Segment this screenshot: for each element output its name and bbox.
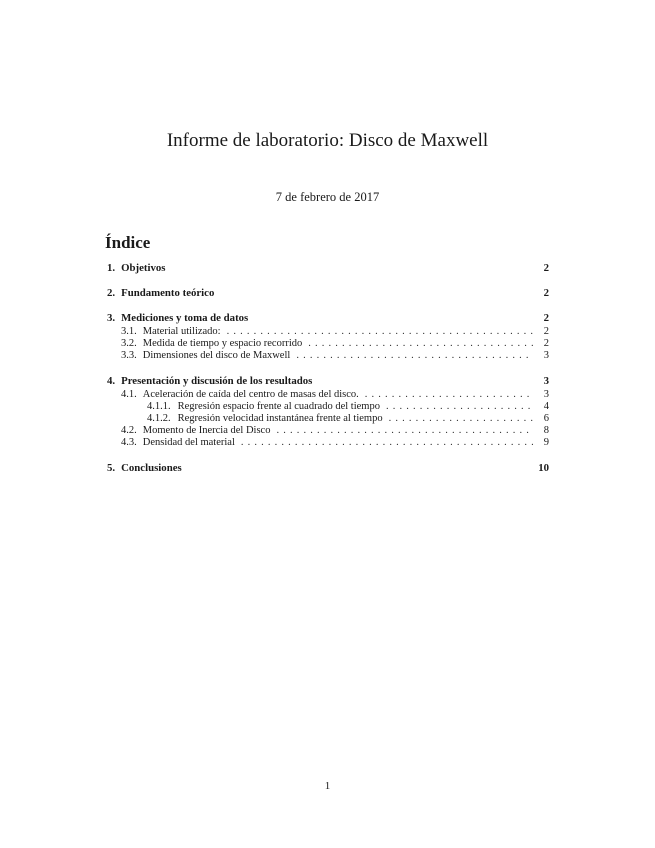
document-title: Informe de laboratorio: Disco de Maxwell (166, 130, 489, 151)
toc-entry-title: Momento de Inercia del Disco (142, 425, 271, 437)
toc-entry-number: 4. (107, 374, 116, 387)
toc-entry-conclusiones[interactable] (107, 462, 549, 475)
toc-dot-leader (227, 326, 533, 338)
toc-entry-objetivos[interactable] (107, 262, 549, 275)
toc-entry-title: Medida de tiempo y espacio recorrido (142, 338, 303, 350)
toc-entry-page: 2 (543, 287, 549, 299)
toc-entry-title: Presentación y discusión de los resultados (121, 374, 313, 387)
toc-entry-number: 4.1.2. (147, 413, 171, 425)
toc-entry-title: Regresión espacio frente al cuadrado del tiempo (177, 400, 380, 412)
toc-entry-aceleracion[interactable] (107, 389, 549, 401)
toc-entry-page: 3 (543, 388, 549, 400)
toc-entry-page: 2 (543, 262, 549, 274)
toc-heading: Índice (105, 233, 151, 252)
toc-entry-regresion-espacio[interactable] (107, 401, 549, 413)
toc-dot-leader (365, 389, 533, 401)
toc-dot-leader (241, 437, 533, 449)
toc-entry-title: Aceleración de caída del centro de masas del disco. (142, 388, 359, 400)
toc-entry-fundamento-teorico[interactable] (107, 287, 549, 300)
toc-entry-regresion-velocidad[interactable] (107, 413, 549, 425)
toc-entry-page: 2 (543, 338, 549, 350)
toc-dot-leader (296, 350, 533, 362)
toc-entry-page: 9 (543, 437, 549, 449)
toc-entry-page: 10 (538, 461, 549, 474)
toc-entry-page: 8 (543, 425, 549, 437)
toc-entry-number: 4.1.1. (147, 400, 171, 412)
toc-entry-title: Material utilizado: (142, 326, 221, 337)
toc-entry-number: 2. (107, 287, 116, 299)
toc-entry-momento-inercia[interactable] (107, 425, 549, 437)
toc-entry-number: 4.3. (121, 437, 137, 449)
toc-entry-dimensiones-disco[interactable] (107, 350, 549, 362)
toc-entry-densidad[interactable] (107, 437, 549, 449)
document-date: 7 de febrero de 2017 (275, 190, 380, 204)
toc-entry-number: 3.2. (121, 338, 137, 350)
toc-entry-number: 1. (107, 262, 116, 274)
toc-entry-number: 3. (107, 312, 116, 324)
toc-entry-number: 3.1. (121, 326, 137, 337)
page-number: 1 (324, 780, 331, 792)
toc-entry-mediciones[interactable] (107, 312, 549, 325)
toc-entry-page: 2 (543, 326, 549, 337)
toc-entry-title: Dimensiones del disco de Maxwell (142, 350, 291, 362)
toc-entry-title: Objetivos (121, 262, 166, 274)
toc-entry-presentacion[interactable] (107, 375, 549, 388)
toc-dot-leader (386, 401, 533, 413)
toc-entry-title: Densidad del material (142, 437, 235, 449)
toc-entry-page: 3 (543, 374, 549, 387)
toc-entry-title: Mediciones y toma de datos (121, 312, 249, 324)
toc-entry-medida-tiempo[interactable] (107, 338, 549, 350)
toc-entry-title: Conclusiones (121, 461, 182, 474)
toc-entry-title: Fundamento teórico (121, 287, 215, 299)
toc-entry-number: 4.2. (121, 425, 137, 437)
toc-section-2 (107, 287, 549, 300)
toc-section-4 (107, 375, 549, 450)
toc-dot-leader (308, 338, 533, 350)
toc-entry-number: 3.3. (121, 350, 137, 362)
toc-entry-page: 4 (543, 400, 549, 412)
toc-section-1 (107, 262, 549, 275)
table-of-contents (107, 262, 549, 487)
toc-entry-page: 2 (543, 312, 549, 324)
toc-entry-page: 6 (543, 413, 549, 425)
toc-section-3 (107, 312, 549, 363)
toc-entry-material-utilizado[interactable] (107, 326, 549, 338)
toc-entry-page: 3 (543, 350, 549, 362)
toc-dot-leader (389, 413, 533, 425)
toc-section-5 (107, 462, 549, 475)
toc-dot-leader (276, 425, 533, 437)
toc-entry-number: 5. (107, 461, 116, 474)
toc-entry-number: 4.1. (121, 388, 137, 400)
toc-entry-title: Regresión velocidad instantánea frente al tiempo (177, 413, 383, 425)
